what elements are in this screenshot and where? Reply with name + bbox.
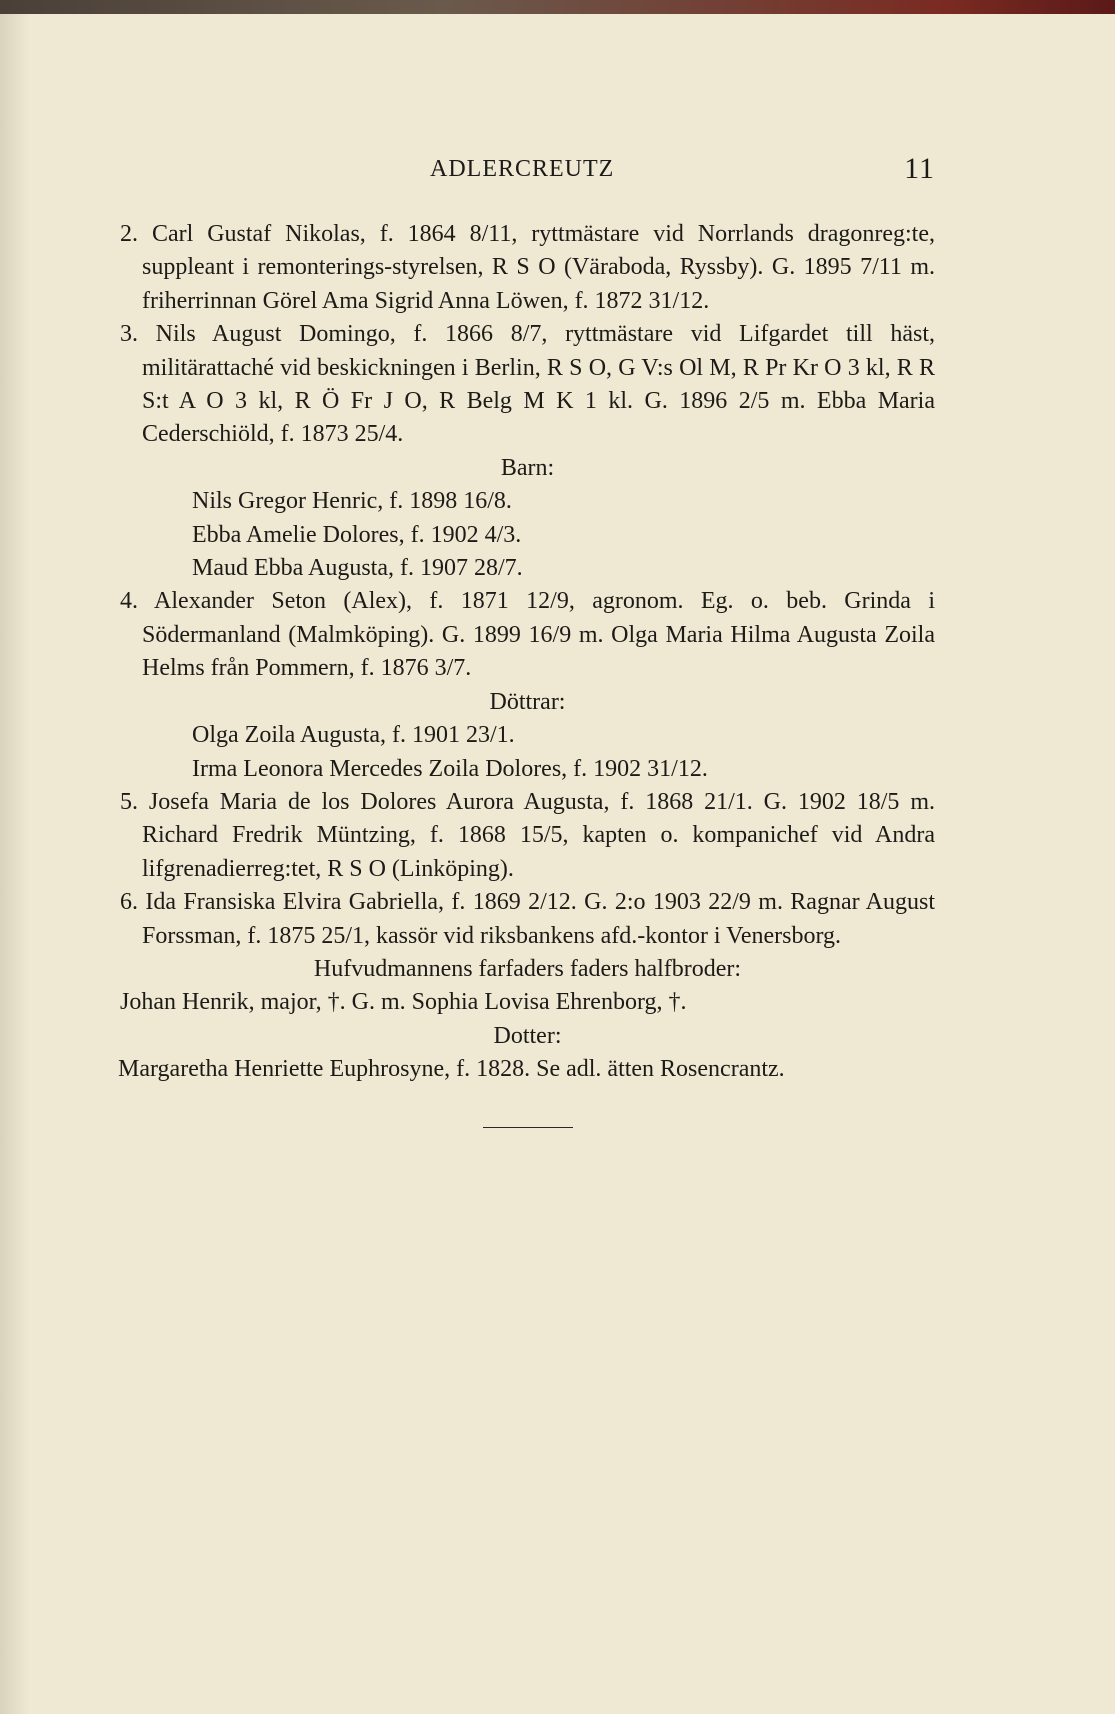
dottrar-heading: Döttrar: (489, 688, 566, 715)
halfbroder-heading: Hufvudmannens farfaders faders halfbroder: (313, 955, 742, 982)
barn-heading: Barn: (500, 454, 555, 481)
page-gutter-shadow (0, 14, 30, 1714)
dotter-heading: Dotter: (493, 1022, 562, 1049)
page (120, 150, 935, 1128)
entry-2: 2. Carl Gustaf Nikolas, f. 1864 8/11, ryttmästare vid Norrlands dragonreg:te, suppleant i remonterings-styrelsen, R S O (Väraboda, Ryssby). G. 1895 7/11 m. friherrinnan Görel Ama Sigrid Anna Löwen, f. 1872 31/12. (120, 221, 935, 314)
entry-5: 5. Josefa Maria de los Dolores Aurora Augusta, f. 1868 21/1. G. 1902 18/5 m. Richard Fredrik Müntzing, f. 1868 15/5, kapten o. kompanichef vid Andra lifgrenadierreg:tet, R S O (Linköping). (120, 788, 935, 882)
halfbroder-text: Johan Henrik, major, †. G. m. Sophia Lovisa Ehrenborg, †. (120, 989, 687, 1016)
barn-item-3: Maud Ebba Augusta, f. 1907 28/7. (192, 555, 523, 582)
entry-6: 6. Ida Fransiska Elvira Gabriella, f. 1869 2/12. G. 2:o 1903 22/9 m. Ragnar August Forssman, f. 1875 25/1, kassör vid riksbankens afd.-kontor i Venersborg. (120, 889, 935, 949)
body-text (120, 218, 935, 1087)
barn-item-1: Nils Gregor Henric, f. 1898 16/8. (192, 488, 512, 515)
entry-4: 4. Alexander Seton (Alex), f. 1871 12/9, agronom. Eg. o. beb. Grinda i Södermanland (Malmköping). G. 1899 16/9 m. Olga Maria Hilma Augusta Zoila Helms från Pommern, f. 1876 3/7. (120, 588, 935, 682)
dottrar-item-1: Olga Zoila Augusta, f. 1901 23/1. (192, 722, 515, 749)
entry-3: 3. Nils August Domingo, f. 1866 8/7, ryttmästare vid Lifgardet till häst, militärattaché vid beskickningen i Berlin, R S O, G V:s Ol M, R Pr Kr O 3 kl, R R S:t A O 3 kl, R Ö Fr J O, R Belg M K 1 kl. G. 1896 2/5 m. Ebba Maria Cederschiöld, f. 1873 25/4. (120, 321, 935, 448)
page-number: 11 (904, 152, 935, 185)
running-header (120, 150, 935, 190)
end-rule (483, 1127, 573, 1128)
page-title: ADLERCREUTZ (430, 156, 615, 182)
dottrar-item-2: Irma Leonora Mercedes Zoila Dolores, f. 1902 31/12. (192, 755, 708, 782)
dotter-text: Margaretha Henriette Euphrosyne, f. 1828. Se adl. ätten Rosencrantz. (118, 1056, 785, 1083)
book-top-edge (0, 0, 1115, 14)
barn-item-2: Ebba Amelie Dolores, f. 1902 4/3. (192, 521, 522, 548)
